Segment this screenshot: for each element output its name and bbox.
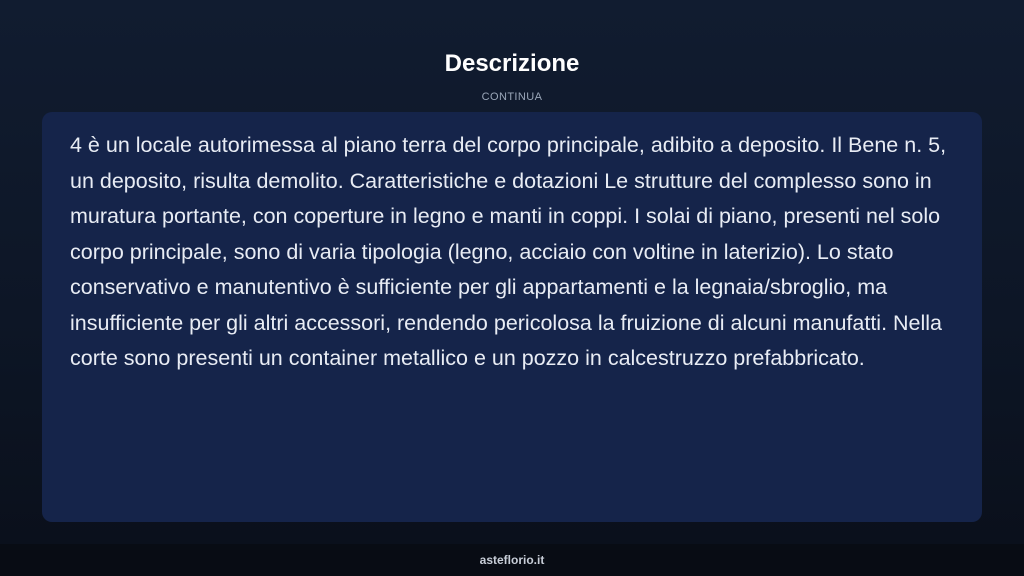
footer-site-link[interactable]: asteflorio.it: [479, 553, 545, 567]
page-title: Descrizione: [444, 50, 580, 77]
footer-bar: [0, 544, 1024, 576]
continue-label: CONTINUA: [481, 91, 543, 103]
description-text: 4 è un locale autorimessa al piano terra del corpo principale, adibito a deposito. Il Bene n. 5, un deposito, risulta demolito. Caratteristiche e dotazioni Le strutture del complesso sono in muratura portante, con coperture in legno e manti in coppi. I solai di piano, presenti nel solo corpo principale, sono di varia tipologia (legno, acciaio con voltine in laterizio). Lo stato conservativo e manutentivo è sufficiente per gli appartamenti e la legnaia/sbroglio, ma insufficiente per gli altri accessori, rendendo pericolosa la fruizione di alcuni manufatti. Nella corte sono presenti un container metallico e un pozzo in calcestruzzo prefabbricato.: [70, 133, 947, 370]
description-card: [42, 112, 982, 522]
